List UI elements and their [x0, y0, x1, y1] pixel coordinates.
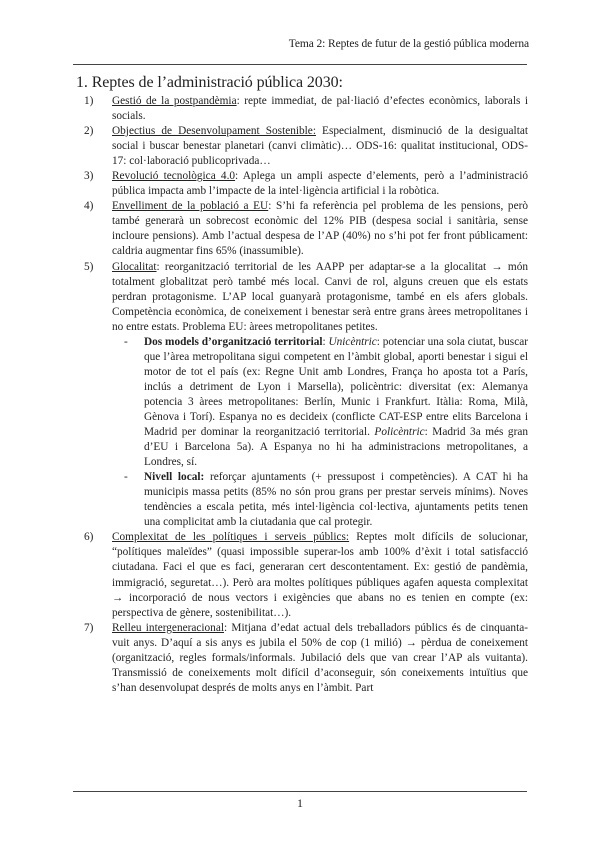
- list-item-2: [84, 124, 528, 169]
- item-number: 6): [84, 531, 94, 544]
- item-topic: Complexitat de les polítiques i serveis públics:: [112, 531, 350, 544]
- item-text: [112, 199, 528, 259]
- item-topic: Revolució tecnològica 4.0: [112, 170, 236, 183]
- sub-item-text: [144, 470, 528, 530]
- item-text: [112, 169, 528, 199]
- sub-item-text: [144, 335, 528, 470]
- item-topic: Envelliment de la població a EU: [112, 200, 269, 213]
- item-body: Reptes molt difícils de solucionar, “polítiques maleïdes” (quasi impossible superar-los amb 100% d’èxit i total satisfacció ciutadana. Faci el que es faci, generaran cert descontentament. Ex: gestió de pandèmia, immigració, seguretat…). Però ara moltes polítiques públiques agafen aquesta complexitat → incorporació de nous vectors i exigències que abans no es tenien en compte (ex: perspectiva de gènere, sostenibilitat…).: [112, 531, 528, 619]
- sub-item-body: : Madrid 3a més gran d’EU i Barcelona 5a). A Espanya no hi ha administracions metropolitanes, a Londres, sí.: [144, 426, 528, 469]
- item-topic: Gestió de la postpandèmia: [112, 95, 237, 107]
- item-topic: Glocalitat: [112, 260, 157, 273]
- term-policentric: Policèntric: [374, 426, 425, 439]
- item-text: [112, 621, 528, 696]
- item-body: : S’hi fa referència pel problema de les pensions, però també generarà un sobrecost econòmic del 12% PIB (despesa social i sanitària, sense incloure pensions). Amb l’actual despesa de l’AP (40%) no s’hi pot fer front públicament: caldria augmentar fins 65% (inassumible).: [112, 200, 528, 258]
- item-number: 4): [84, 200, 94, 213]
- sub-item-territorial-models: [124, 335, 528, 470]
- item-text: [112, 94, 528, 124]
- list-item-6: [84, 530, 528, 620]
- item-number: 2): [84, 125, 94, 138]
- item-number: 3): [84, 170, 94, 183]
- item-topic: Relleu intergeneracional: [112, 621, 224, 634]
- item-number: 7): [84, 621, 94, 634]
- list-item-5: [84, 260, 528, 335]
- term-unicentric: Unicèntric: [328, 335, 377, 348]
- item-text: [112, 530, 528, 620]
- item-body: : reorganització territorial de les AAPP per adaptar-se a la glocalitat → món totalment globalitzat però també més local. Canvi de rol, alguns creuen que els estats perdran protagonisme. L’AP local guanyarà protagonisme, també en els afers globals. Competència econòmica, de coneixement i benestar serà entre grans àrees metropolitanes i no entre estats. Problema EU: àrees metropolitanes petites.: [112, 260, 528, 333]
- sub-item-heading: Dos models d’organització territorial: [144, 335, 323, 348]
- section-title: 1. Reptes de l’administració pública 2030:: [76, 74, 343, 91]
- sub-item-local-level: [124, 470, 528, 530]
- sub-item-body: : potenciar una sola ciutat, buscar que l’àrea metropolitana sigui competent en l’àmbit global, aporti benestar i sigui el motor de tot el país (ex: Regne Unit amb Londres, França ho aposta tot a París, inclús a detriment de Lyon i Marsella), policèntric: diversitat (ex: Alemanya potencia 3 àrees metropolitanes: Berlín, Munic i Frankfurt. Itàlia: Roma, Milà, Gènova i Torí). Espanya no es decideix (conflicte CAT-ESP entre elits Barcelona i Madrid per dominar la reorganització territorial.: [144, 335, 528, 439]
- list-item-7: [84, 621, 528, 696]
- item-text: [112, 124, 528, 169]
- list-item-1: [84, 94, 528, 124]
- sub-item-body: reforçar ajuntaments (+ pressupost i competències). A CAT hi ha municipis massa petits (85% no són prou grans per prestar serveis mínims). Noves tendències a escala petita, més intel·ligència col·lectiva, ajuntaments petits tenen una complicitat amb la ciutadania que cal protegir.: [144, 471, 528, 529]
- item-text: [112, 260, 528, 335]
- item-number: 5): [84, 260, 94, 273]
- bullet-dash: -: [124, 471, 128, 484]
- sub-item-heading: Nivell local:: [144, 471, 205, 484]
- item-body: : Mitjana d’edat actual dels treballadors públics és de cinquanta-vuit anys. D’aquí a sis anys es jubila el 50% de cop (1 milió) → pèrdua de coneixement (organització, regles formals/informals. Jubilació dels que van crear l’AP als vuitanta). Transmissió de coneixements molt difícil d’aconseguir, són coneixements intuïtius que s’han desenvolupat després de molts anys en l’àmbit. Part: [112, 621, 528, 694]
- item-body: Especialment, disminució de la desigualtat social i buscar benestar planetari (canvi climàtic)… ODS-16: qualitat institucional, ODS-17: col·laboració publicoprivada…: [112, 125, 528, 168]
- item-body: : Aplega un ampli aspecte d’elements, però a l’administració pública impacta amb l’impacte de la intel·ligència artificial i la robòtica.: [112, 170, 528, 198]
- document-body: [84, 94, 528, 696]
- footer-divider: [73, 791, 527, 792]
- list-item-3: [84, 169, 528, 199]
- header-divider: [73, 64, 527, 65]
- bullet-dash: -: [124, 335, 128, 348]
- sub-item-body: :: [322, 335, 329, 348]
- page-number: 1: [297, 796, 303, 810]
- item-topic: Objectius de Desenvolupament Sostenible:: [112, 125, 316, 138]
- item-number: 1): [84, 95, 94, 107]
- list-item-4: [84, 199, 528, 259]
- item-body: : repte immediat, de pal·liació d’efectes econòmics, laborals i socials.: [112, 95, 528, 123]
- running-header: Tema 2: Reptes de futur de la gestió pública moderna: [288, 38, 529, 50]
